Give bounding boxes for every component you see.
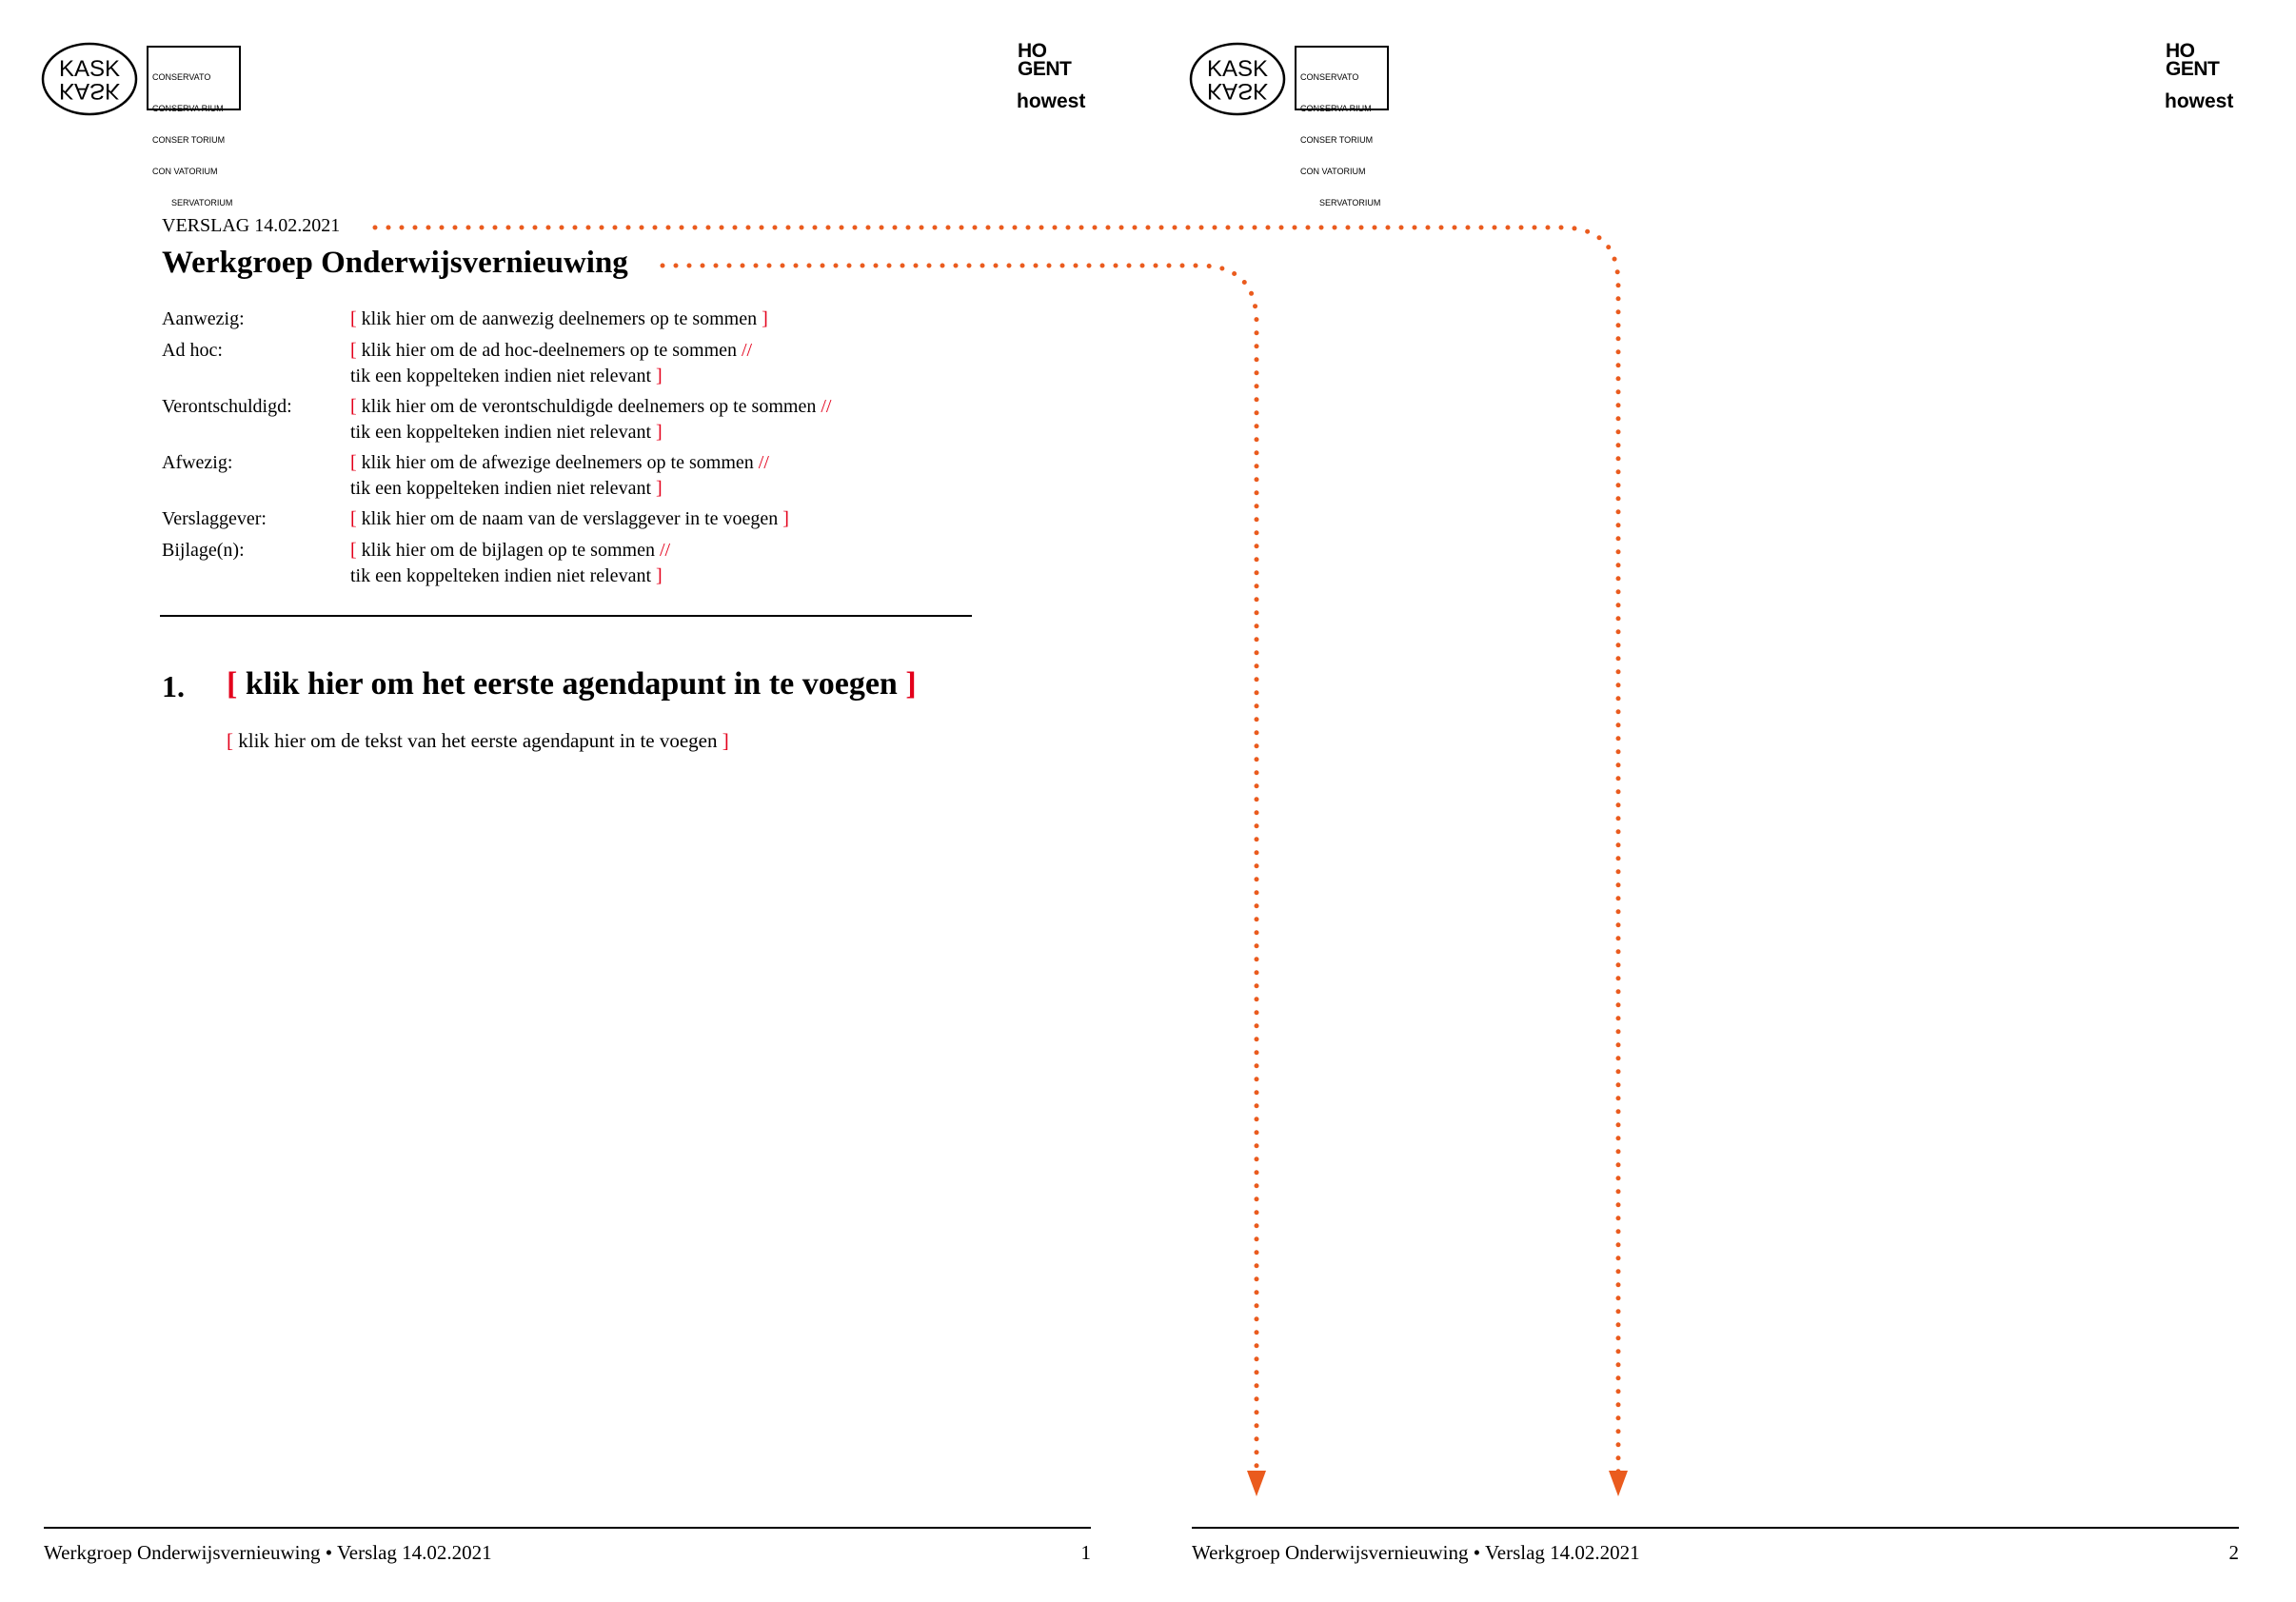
meta-placeholder[interactable]: [ klik hier om de afwezige deelnemers op te sommen // tik een koppelteken indien niet relevant ] (350, 452, 769, 499)
kask-logo-bottom: KASK (1206, 78, 1269, 104)
meta-placeholder[interactable]: [ klik hier om de bijlagen op te sommen // tik een koppelteken indien niet relevant ] (350, 540, 671, 586)
kask-logo-top: KASK (58, 56, 121, 82)
hogent-logo (2166, 42, 2219, 78)
meta-placeholder[interactable]: [ klik hier om de ad hoc-deelnemers op te sommen // tik een koppelteken indien niet relevant ] (350, 340, 753, 386)
hogent-logo-line2: GENT (2166, 58, 2220, 80)
hogent-logo-line1: HO (2166, 40, 2195, 62)
document-label: VERSLAG 14.02.2021 (162, 215, 341, 236)
conservatorium-line: CONSERVATO (1300, 72, 1359, 82)
page-2 (1148, 0, 2296, 1602)
page-number: 1 (1080, 1541, 1091, 1564)
conservatorium-line: CON VATORIUM (152, 167, 218, 176)
kask-logo-top: KASK (1206, 56, 1269, 82)
meta-label: Bijlage(n): (162, 540, 245, 561)
conservatorium-logo (1295, 46, 1389, 208)
meta-label: Ad hoc: (162, 340, 223, 361)
page-number: 2 (2228, 1541, 2239, 1564)
meta-label: Aanwezig: (162, 308, 245, 329)
howest-logo: howest (2165, 90, 2234, 112)
conservatorium-line: CON VATORIUM (1300, 167, 1366, 176)
conservatorium-line: SERVATORIUM (1319, 198, 1381, 208)
conservatorium-line: SERVATORIUM (171, 198, 233, 208)
meta-label: Verontschuldigd: (162, 396, 292, 417)
agenda-title-placeholder[interactable]: [ klik hier om het eerste agendapunt in te voegen ] (227, 666, 917, 702)
meta-placeholder[interactable]: [ klik hier om de aanwezig deelnemers op te sommen ] (350, 308, 768, 329)
kask-logo (40, 40, 139, 118)
conservatorium-logo (147, 46, 241, 208)
footer-text: Werkgroep Onderwijsvernieuwing • Verslag 14.02.2021 (44, 1541, 492, 1564)
meta-placeholder[interactable]: [ klik hier om de naam van de verslaggever in te voegen ] (350, 508, 789, 529)
howest-logo: howest (1017, 90, 1086, 112)
conservatorium-line: CONSERVA RIUM (1300, 104, 1372, 113)
conservatorium-line: CONSERVA RIUM (152, 104, 224, 113)
agenda-number: 1. (162, 669, 185, 703)
meta-label: Verslaggever: (162, 508, 267, 529)
hogent-logo (1018, 42, 1071, 78)
hogent-logo-line2: GENT (1018, 58, 1072, 80)
kask-logo (1188, 40, 1287, 118)
agenda-text-placeholder[interactable]: [ klik hier om de tekst van het eerste agendapunt in te voegen ] (227, 729, 729, 752)
hogent-logo-line1: HO (1018, 40, 1047, 62)
footer-text: Werkgroep Onderwijsvernieuwing • Verslag 14.02.2021 (1192, 1541, 1640, 1564)
document-title: Werkgroep Onderwijsvernieuwing (162, 246, 628, 280)
kask-logo-bottom: KASK (58, 78, 121, 104)
footer-rule (44, 1527, 1091, 1529)
conservatorium-line: CONSER TORIUM (152, 135, 226, 145)
meta-placeholder[interactable]: [ klik hier om de verontschuldigde deelnemers op te sommen // tik een koppelteken indien niet relevant ] (350, 396, 832, 443)
meta-label: Afwezig: (162, 452, 233, 473)
conservatorium-line: CONSER TORIUM (1300, 135, 1374, 145)
footer-rule (1192, 1527, 2239, 1529)
separator-rule (160, 615, 972, 617)
conservatorium-line: CONSERVATO (152, 72, 211, 82)
